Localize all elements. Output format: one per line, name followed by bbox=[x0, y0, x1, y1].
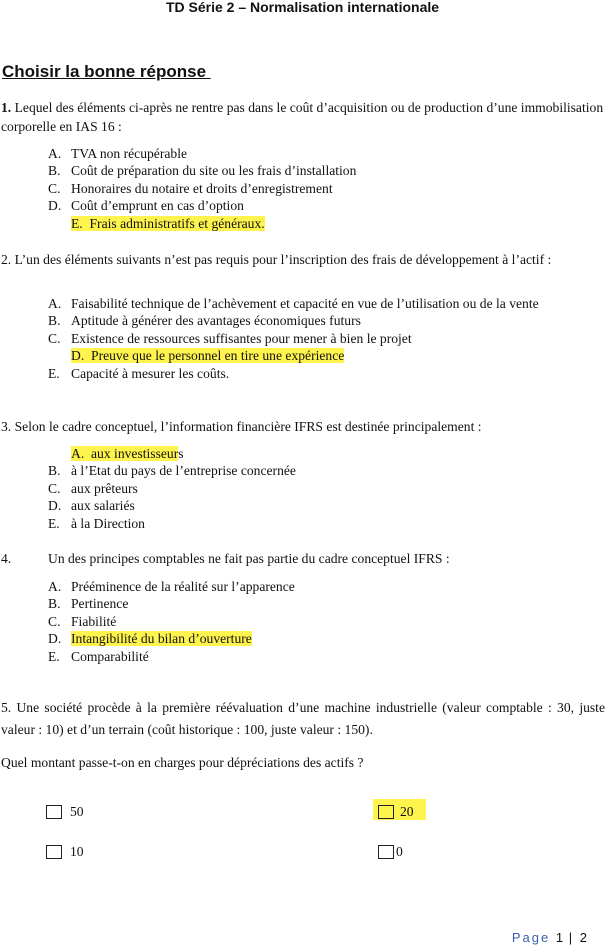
option-text: Pertinence bbox=[71, 596, 129, 612]
question-2-body: L’un des éléments suivants n’est pas requis pour l’inscription des frais de développement à l’actif : bbox=[11, 252, 552, 267]
list-item bbox=[48, 497, 605, 514]
question-5-text bbox=[1, 697, 605, 741]
page-total: 2 bbox=[579, 930, 587, 945]
checkbox-0[interactable] bbox=[378, 845, 394, 859]
list-item bbox=[48, 145, 605, 162]
option-letter: B. bbox=[48, 163, 61, 179]
list-item bbox=[48, 180, 605, 197]
option-text: Fiabilité bbox=[71, 613, 117, 629]
question-3-text bbox=[1, 417, 605, 436]
question-5-number: 5. bbox=[1, 700, 12, 715]
option-letter: B. bbox=[48, 596, 61, 612]
question-3-number: 3. bbox=[1, 419, 12, 434]
list-item bbox=[48, 480, 605, 497]
option-text-rest: s bbox=[178, 446, 184, 461]
option-text: Intangibilité du bilan d’ouverture bbox=[71, 631, 252, 647]
option-text: Prééminence de la réalité sur l’apparence bbox=[71, 579, 295, 594]
question-5-prompt: Quel montant passe-t-on en charges pour dépréciations des actifs ? bbox=[1, 755, 364, 770]
option-text: à la Direction bbox=[71, 515, 145, 531]
option-text: Frais administratifs et généraux. bbox=[89, 215, 265, 231]
document-title: TD Série 2 – Normalisation internationale bbox=[165, 0, 440, 15]
option-text: Capacité à mesurer les coûts. bbox=[71, 365, 230, 381]
list-item bbox=[48, 295, 605, 312]
list-item-highlighted bbox=[48, 347, 605, 364]
option-letter: A. bbox=[48, 296, 62, 311]
list-item-highlighted bbox=[48, 215, 605, 232]
list-item bbox=[48, 365, 605, 382]
option-text: Coût de préparation du site ou les frais d’installation bbox=[71, 163, 357, 179]
option-letter: C. bbox=[48, 180, 61, 196]
option-letter: C. bbox=[48, 613, 61, 629]
option-letter: E. bbox=[48, 648, 60, 664]
option-letter: B. bbox=[48, 313, 61, 329]
option-letter: C. bbox=[48, 330, 61, 346]
question-1-number: 1. bbox=[1, 100, 12, 115]
option-letter: E. bbox=[48, 365, 60, 381]
question-2-options bbox=[48, 295, 605, 382]
checkbox-10[interactable] bbox=[46, 845, 62, 859]
option-letter: E. bbox=[71, 215, 83, 231]
option-text: Coût d’emprunt en cas d’option bbox=[71, 198, 244, 214]
option-letter: D. bbox=[48, 498, 62, 514]
option-letter: A. bbox=[48, 146, 62, 161]
list-item bbox=[48, 330, 605, 347]
question-1-body: Lequel des éléments ci-après ne rentre pas dans le coût d’acquisition ou de production d’une immobilisation corporelle en IAS 16 : bbox=[1, 100, 604, 134]
option-letter: A. bbox=[48, 579, 62, 594]
list-item bbox=[48, 312, 605, 329]
list-item bbox=[48, 515, 605, 532]
checkbox-20[interactable] bbox=[378, 805, 394, 819]
list-item-highlighted bbox=[48, 630, 605, 647]
option-text: Faisabilité technique de l’achèvement et capacité en vue de l’utilisation ou de la vente bbox=[71, 296, 539, 311]
option-text: à l’Etat du pays de l’entreprise concernée bbox=[71, 463, 296, 479]
list-item bbox=[48, 578, 605, 595]
choice-label: 0 bbox=[396, 844, 403, 859]
option-text: TVA non récupérable bbox=[71, 146, 188, 161]
page-separator: | bbox=[568, 930, 575, 945]
option-text: Honoraires du notaire et droits d’enregistrement bbox=[71, 180, 333, 196]
question-4-body: Un des principes comptables ne fait pas partie du cadre conceptuel IFRS : bbox=[48, 551, 450, 566]
choice-label: 20 bbox=[400, 804, 414, 819]
question-1-options bbox=[48, 145, 605, 232]
option-text: aux prêteurs bbox=[71, 480, 138, 496]
option-text: Preuve que le personnel en tire une expérience bbox=[91, 348, 345, 364]
option-text: Existence de ressources suffisantes pour mener à bien le projet bbox=[71, 330, 412, 346]
option-text: Aptitude à générer des avantages économiques futurs bbox=[71, 313, 361, 329]
question-3-options bbox=[48, 445, 605, 532]
option-letter: C. bbox=[48, 480, 61, 496]
question-1-text bbox=[1, 98, 605, 136]
option-letter: D. bbox=[71, 348, 85, 364]
question-2-text bbox=[1, 250, 605, 269]
list-item bbox=[48, 613, 605, 630]
choice-label: 50 bbox=[70, 804, 84, 819]
question-4-options bbox=[48, 578, 605, 665]
list-item bbox=[48, 162, 605, 179]
list-item bbox=[48, 462, 605, 479]
checkbox-50[interactable] bbox=[46, 805, 62, 819]
list-item bbox=[48, 197, 605, 214]
option-letter: E. bbox=[48, 515, 60, 531]
option-letter: D. bbox=[48, 198, 62, 214]
list-item bbox=[48, 648, 605, 665]
question-5-body: Une société procède à la première réévaluation d’une machine industrielle (valeur comptable : 30, juste valeur : 10) et d’un terrain (coût historique : 100, juste valeur : 150). bbox=[1, 700, 605, 737]
question-3-body: Selon le cadre conceptuel, l’information financière IFRS est destinée principalement : bbox=[11, 419, 482, 434]
page-footer bbox=[512, 930, 587, 945]
option-text: aux salariés bbox=[71, 498, 135, 514]
option-text: Comparabilité bbox=[71, 648, 149, 664]
page-word: Page bbox=[511, 930, 551, 945]
section-heading: Choisir la bonne réponse bbox=[2, 62, 211, 81]
option-letter: A. bbox=[71, 446, 85, 461]
choice-label: 10 bbox=[70, 844, 84, 859]
option-text: aux investisseur bbox=[91, 446, 179, 461]
list-item-highlighted bbox=[48, 445, 605, 462]
list-item bbox=[48, 595, 605, 612]
option-letter: B. bbox=[48, 463, 61, 479]
question-2-number: 2. bbox=[1, 252, 12, 267]
page-number: 1 bbox=[555, 930, 564, 945]
option-letter: D. bbox=[48, 631, 62, 647]
question-4-number: 4. bbox=[1, 551, 12, 566]
